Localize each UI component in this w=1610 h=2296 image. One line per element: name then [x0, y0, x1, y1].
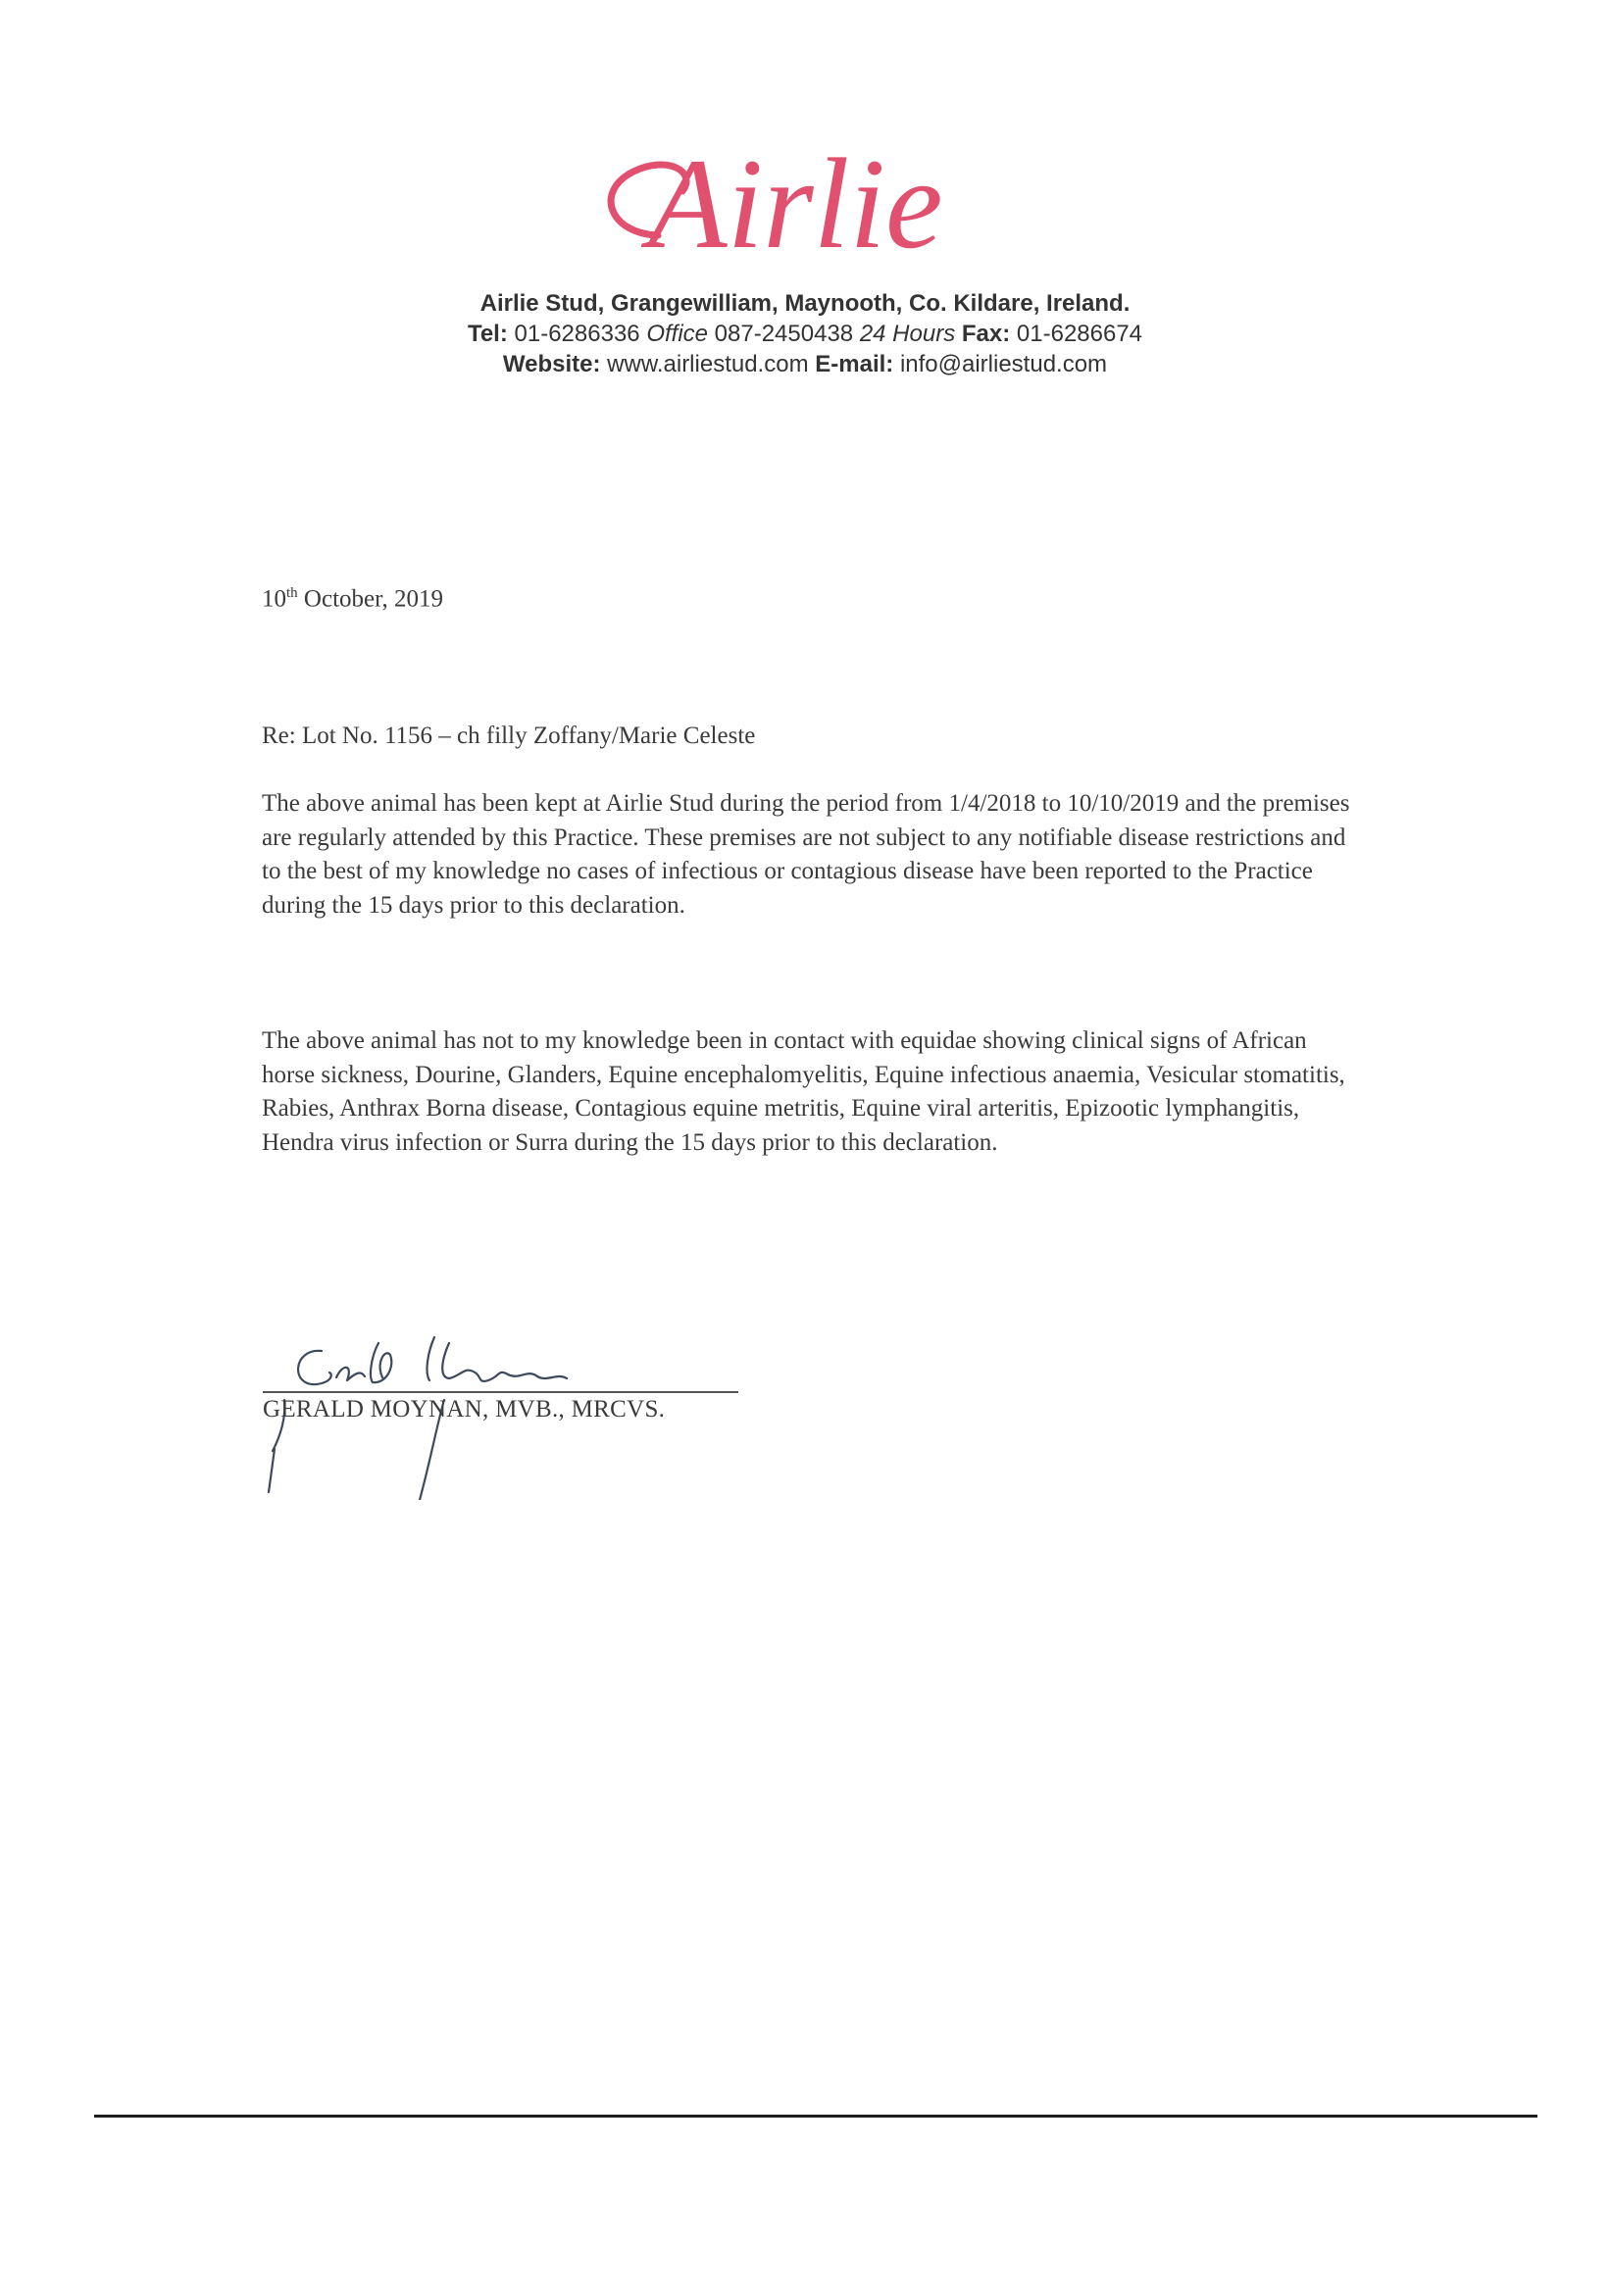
tel-office: 01-6286336 — [514, 321, 640, 347]
date-day: 10 — [262, 585, 286, 613]
body-paragraph-2: The above animal has not to my knowledge been in contact with equidae showing clinical signs of African horse sickness, Dourine, Glanders, Equine encephalomyelitis, Equine infectious anaemia, Vesicular stomatitis, Rabies, Anthrax Borna disease, Contagious equine metritis, Equine viral arteritis, Epizootic lymphangitis, Hendra virus infection or Surra during the 15 days prior to this declaration. — [262, 1027, 1345, 1156]
date-rest: October, 2019 — [297, 585, 443, 613]
airlie-logo — [0, 118, 1610, 284]
letterhead — [0, 288, 1610, 379]
fax-number: 01-6286674 — [1016, 321, 1143, 347]
airlie-logo-wordmark — [589, 118, 1021, 284]
website-label: Website: — [502, 351, 601, 377]
website-link[interactable]: www.airliestud.com — [607, 351, 809, 377]
subject-line: Re: Lot No. 1156 – ch filly Zoffany/Marie Celeste — [262, 723, 756, 749]
footer-divider — [94, 2115, 1537, 2118]
letterhead-web-line — [0, 349, 1610, 379]
hours-label: 24 Hours — [859, 321, 956, 347]
letter-date — [262, 585, 443, 613]
body-paragraph-1: The above animal has been kept at Airlie Stud during the period from 1/4/2018 to 10/10/2019 and the premises are regularly attended by this Practice. These premises are not subject to any notifiable disease restrictions and to the best of my knowledge no cases of infectious or contagious disease have been reported to the Practice during the 15 days prior to this declaration. — [262, 790, 1350, 919]
email-link[interactable]: info@airliestud.com — [899, 351, 1108, 377]
letterhead-contact-line — [0, 319, 1610, 349]
tel-label: Tel: — [467, 321, 508, 347]
email-label: E-mail: — [815, 351, 894, 377]
signatory-name: GERALD MOYNAN, MVB., MRCVS. — [263, 1396, 666, 1423]
office-label: Office — [646, 321, 708, 347]
signature-line — [263, 1391, 738, 1393]
tel-24h: 087-2450438 — [714, 321, 854, 347]
letterhead-address: Airlie Stud, Grangewilliam, Maynooth, Co. Kildare, Ireland. — [479, 290, 1131, 317]
fax-label: Fax: — [961, 321, 1011, 347]
logo-text: Airlie — [648, 131, 943, 275]
date-suffix: th — [286, 585, 298, 601]
